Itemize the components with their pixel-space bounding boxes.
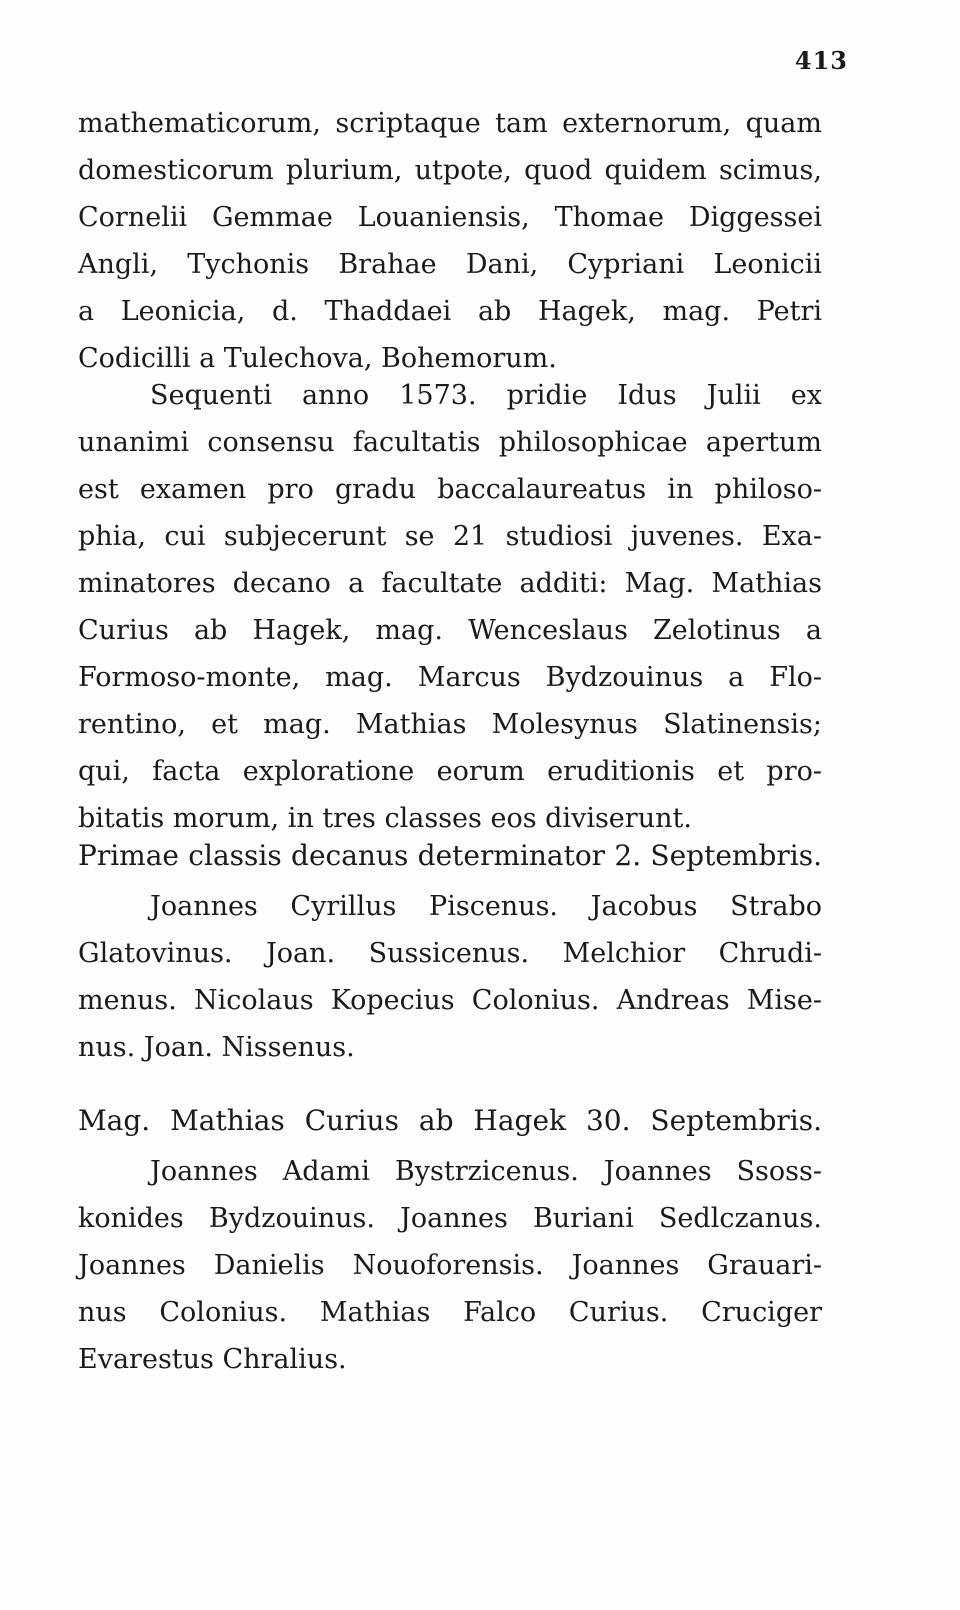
text-line: Curius ab Hagek, mag. Wenceslaus Zelotinus a [78,615,822,646]
text-line: Joannes Adami Bystrzicenus. Joannes Ssoss- [150,1156,822,1187]
text-line: Formoso-monte, mag. Marcus Bydzouinus a Flo- [78,662,822,693]
text-line: phia, cui subjecerunt se 21 studiosi juvenes. Exa- [78,521,822,552]
paragraph-1 [78,100,822,382]
paragraph-2 [78,372,822,842]
text-line: Joannes Cyrillus Piscenus. Jacobus Strabo [150,891,822,922]
text-line: Evarestus Chralius. [78,1344,347,1375]
heading-text: Primae classis decanus determinator 2. Septembris. [78,839,822,872]
text-line: Codicilli a Tulechova, Bohemorum. [78,343,557,374]
text-line: nus Colonius. Mathias Falco Curius. Cruciger [78,1297,822,1328]
text-line: bitatis morum, in tres classes eos diviserunt. [78,803,692,834]
text-line: unanimi consensu facultatis philosophicae apertum [78,427,822,458]
section-heading-1 [78,832,822,879]
text-line: Angli, Tychonis Brahae Dani, Cypriani Leonicii [78,249,822,280]
page-number: 413 [794,46,848,75]
text-line: rentino, et mag. Mathias Molesynus Slatinensis; [78,709,822,740]
text-line: Joannes Danielis Nouoforensis. Joannes Grauari- [78,1250,822,1281]
text-line: Cornelii Gemmae Louaniensis, Thomae Diggessei [78,202,822,233]
paragraph-3 [78,883,822,1071]
text-line: Sequenti anno 1573. pridie Idus Julii ex [150,380,822,411]
text-line: est examen pro gradu baccalaureatus in philoso- [78,474,822,505]
text-line: nus. Joan. Nissenus. [78,1032,355,1063]
text-line: domesticorum plurium, utpote, quod quidem scimus, [78,155,822,186]
text-line: a Leonicia, d. Thaddaei ab Hagek, mag. Petri [78,296,822,327]
text-line: konides Bydzouinus. Joannes Buriani Sedlczanus. [78,1203,822,1234]
text-line: Glatovinus. Joan. Sussicenus. Melchior Chrudi- [78,938,822,969]
heading-text: Mag. Mathias Curius ab Hagek 30. Septembris. [78,1104,822,1137]
text-line: mathematicorum, scriptaque tam externorum, quam [78,108,822,139]
text-line: minatores decano a facultate additi: Mag. Mathias [78,568,822,599]
section-heading-2 [78,1097,822,1144]
paragraph-4 [78,1148,822,1383]
text-line: menus. Nicolaus Kopecius Colonius. Andreas Mise- [78,985,822,1016]
text-line: qui, facta exploratione eorum eruditionis et pro- [78,756,822,787]
